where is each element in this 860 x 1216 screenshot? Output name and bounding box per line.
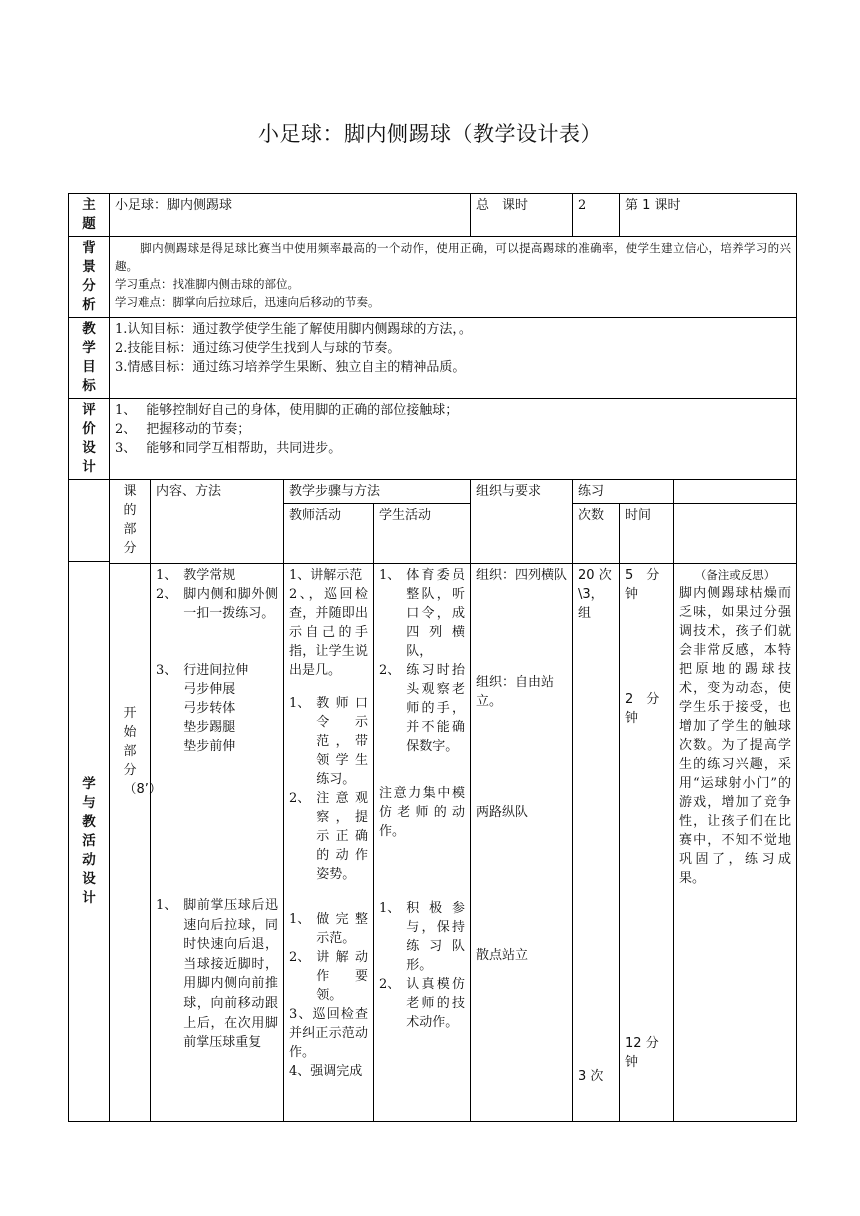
list-item: 1、 体育委员整队，听口令，成四列横队， [379,568,466,659]
list-item: 1、 教师口令示范，带领学生练习。 [289,696,368,787]
list-item: 2、 练习时抬头观察老师的手，并不能确保数字。 [379,663,466,754]
goal-item: 1.认知目标：通过教学使学生能了解使用脚内侧踢球的方法，。 [115,322,472,337]
remark-head: （备注或反思） [694,568,776,582]
topic-label: 主题 [69,194,110,237]
org-item: 组织：四列横队 [476,568,568,583]
key-point: 学习重点：找准脚内侧击球的部位。 [115,277,299,291]
evaluation-content [110,399,797,480]
content-list-a [156,566,278,623]
activity-content-row [69,564,797,1122]
content-cell [151,564,284,1122]
evaluation-item: 1、 能够控制好自己的身体，使用脚的正确的部位接触球； [115,403,459,418]
count-cell [573,564,620,1122]
time-header: 时间 [620,504,674,564]
count-value: 3 次 [578,1069,604,1084]
teacher-item: 2、，巡回检查，并随即出示自己的手指，让学生说出是几。 [289,587,368,678]
count-value: 20 次\3，组 [578,568,612,621]
count-header: 次数 [573,504,620,564]
time-cell [620,564,674,1122]
time-value: 5 分钟 [625,568,660,602]
background-label: 背景分析 [69,237,110,318]
student-activity-cell [374,564,471,1122]
practice-header: 练习 [573,480,674,504]
teacher-list-c [289,910,368,1005]
teacher-item: 3、巡回检查并纠正示范动作。 [289,1007,368,1060]
teacher-header: 教师活动 [284,504,374,564]
goals-row [69,318,797,399]
evaluation-label: 评价设计 [69,399,110,480]
time-value: 2 分钟 [625,692,660,726]
org-cell [471,564,573,1122]
teacher-item: 1、讲解示范 [289,568,363,583]
goals-content [110,318,797,399]
content-list-b [156,661,278,756]
goals-label: 教学目标 [69,318,110,399]
lesson-number: 第 1 课时 [620,194,797,237]
background-row [69,237,797,318]
blank-cell [674,480,797,504]
evaluation-item: 2、 把握移动的节奏； [115,422,251,437]
blank-cell [674,504,797,564]
background-content [110,237,797,318]
teacher-list-b [289,694,368,884]
list-item: 2、 讲解动作要领。 [289,950,368,1003]
time-value: 12 分钟 [625,1036,659,1070]
list-item: 2、 注意观察，提示正确的动作姿势。 [289,791,368,882]
part-header: 课的部分 [110,480,151,564]
list-item: 1、 做完整示范。 [289,912,368,946]
student-list-c [379,899,465,1032]
goal-item: 3.情感目标：通过练习培养学生果断、独立自主的精神品质。 [115,360,466,375]
lesson-plan-table [68,193,797,1122]
steps-header: 教学步骤与方法 [284,480,471,504]
total-hours-value: 2 [573,194,620,237]
teacher-activity-cell [284,564,374,1122]
list-item: 2、 脚内侧和脚外侧一扣一拨练习。 [156,587,278,621]
list-item: 2、 认真模仿老师的技术动作。 [379,977,466,1030]
org-item: 散点站立 [476,948,529,963]
list-item: 3、 行进间拉伸 弓步伸展 弓步转体 垫步踢腿 垫步前伸 [156,663,249,754]
activity-side-label: 学与教活动设计 [69,562,110,1122]
list-item: 1、 教学常规 [156,568,236,583]
student-header: 学生活动 [374,504,471,564]
activity-header-row [69,480,797,504]
difficulty-point: 学习难点：脚掌向后拉球后，迅速向后移动的节奏。 [115,295,380,309]
topic-row [69,194,797,237]
background-paragraph: 脚内侧踢球是得足球比赛当中使用频率最高的一个动作，使用正确，可以提高踢球的准确率，使学生建立信心，培养学习的兴趣。 [115,241,792,273]
evaluation-row [69,399,797,480]
org-header: 组织与要求 [471,480,573,564]
evaluation-item: 3、 能够和同学互相帮助，共同进步。 [115,441,342,456]
student-list-a [379,566,465,756]
topic-value: 小足球：脚内侧踢球 [110,194,471,237]
org-item: 组织：自由站立。 [476,675,555,709]
content-header: 内容、方法 [151,480,284,564]
teacher-item: 4、强调完成 [289,1064,363,1079]
org-item: 两路纵队 [476,805,529,820]
blank-cell [69,480,110,562]
page-title: 小足球：脚内侧踢球（教学设计表） [258,122,602,146]
remark-cell [674,564,797,1122]
list-item: 1、 积极参与，保持练习队形。 [379,901,466,973]
part-label: 开始部分（8’） [110,564,151,1122]
list-item: 1、 脚前掌压球后迅速向后拉球，同时快速向后退，当球接近脚时，用脚内侧向前推球，向前移动跟上后，在次用脚前掌压球重复 [156,898,278,1051]
remark-body: 脚内侧踢球枯燥而乏味，如果过分强调技术，孩子们就会非常反感，本特把原地的踢球技术，变为动态，使学生乐于接受，也增加了学生的触球次数。为了提高学生的练习兴趣，采用“运球射小门”的游戏，增加了竞争性，让孩子们在比赛中，不知不觉地巩固了，练习成果。 [679,586,792,886]
goal-item: 2.技能目标：通过练习使学生找到人与球的节奏。 [115,341,401,356]
content-list-c [156,896,278,1053]
total-hours-label: 总 课时 [471,194,573,237]
student-note: 注意力集中模仿老师的动作。 [379,786,466,839]
